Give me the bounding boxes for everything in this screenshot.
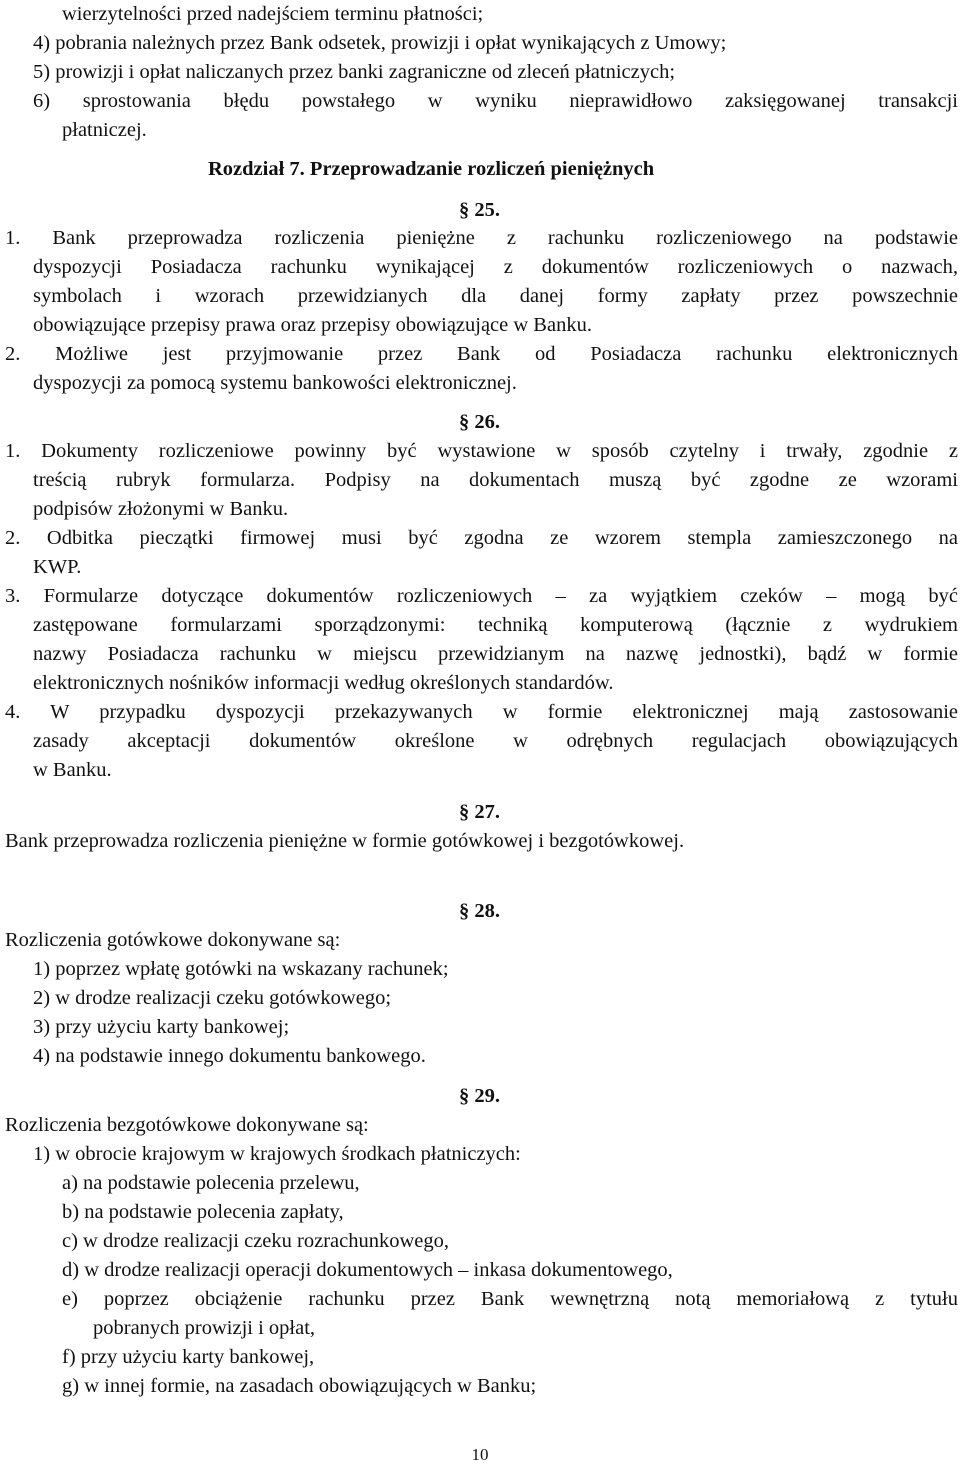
s29-subitem-d: d) w drodze realizacji operacji dokumentowych – inkasa dokumentowego, bbox=[62, 1259, 673, 1281]
chapter-title: Rozdział 7. Przeprowadzanie rozliczeń pieniężnych bbox=[208, 158, 655, 180]
intro-item-6: 6) sprostowania błędu powstałego w wyniku nieprawidłowo zaksięgowanej transakcji bbox=[33, 90, 958, 112]
s26-p4-line-2: zasady akceptacji dokumentów określone w odrębnych regulacjach obowiązujących bbox=[33, 730, 958, 752]
intro-item-6-cont: płatniczej. bbox=[62, 119, 147, 141]
s28-item-1: 1) poprzez wpłatę gotówki na wskazany rachunek; bbox=[33, 958, 449, 980]
page-number: 10 bbox=[471, 1445, 489, 1464]
intro-line-0: wierzytelności przed nadejściem terminu płatności; bbox=[62, 3, 484, 25]
section-28-heading: § 28. bbox=[459, 900, 500, 922]
s29-subitem-e: e) poprzez obciążenie rachunku przez Bank wewnętrzną notą memoriałową z tytułu bbox=[62, 1288, 958, 1310]
s25-p1-line-4: obowiązujące przepisy prawa oraz przepisy obowiązujące w Banku. bbox=[33, 314, 592, 336]
s25-p1-line-1: 1. Bank przeprowadza rozliczenia pieniężne z rachunku rozliczeniowego na podstawie bbox=[5, 227, 958, 249]
s27-text: Bank przeprowadza rozliczenia pieniężne w formie gotówkowej i bezgotówkowej. bbox=[5, 830, 685, 852]
s26-p4-line-3: w Banku. bbox=[33, 759, 112, 781]
intro-item-4: 4) pobrania należnych przez Bank odsetek, prowizji i opłat wynikających z Umowy; bbox=[33, 32, 727, 54]
s26-p3-line-1: 3. Formularze dotyczące dokumentów rozliczeniowych – za wyjątkiem czeków – mogą być bbox=[5, 585, 958, 607]
section-27-heading: § 27. bbox=[459, 801, 500, 823]
s26-p3-line-4: elektronicznych nośników informacji według określonych standardów. bbox=[33, 672, 614, 694]
s26-p1-line-1: 1. Dokumenty rozliczeniowe powinny być wystawione w sposób czytelny i trwały, zgodnie z bbox=[5, 440, 958, 462]
s26-p1-line-3: podpisów złożonymi w Banku. bbox=[33, 498, 289, 520]
s28-item-2: 2) w drodze realizacji czeku gotówkowego; bbox=[33, 987, 392, 1009]
s28-item-4: 4) na podstawie innego dokumentu bankowego. bbox=[33, 1045, 426, 1067]
intro-item-5: 5) prowizji i opłat naliczanych przez banki zagraniczne od zleceń płatniczych; bbox=[33, 61, 676, 83]
s29-subitem-f: f) przy użyciu karty bankowej, bbox=[62, 1346, 315, 1368]
section-25-heading: § 25. bbox=[459, 199, 500, 221]
s28-intro: Rozliczenia gotówkowe dokonywane są: bbox=[5, 929, 341, 951]
s25-p2-line-2: dyspozycji za pomocą systemu bankowości elektronicznej. bbox=[33, 372, 517, 394]
s29-subitem-c: c) w drodze realizacji czeku rozrachunkowego, bbox=[62, 1230, 450, 1252]
section-26-heading: § 26. bbox=[459, 411, 500, 433]
s26-p2-line-2: KWP. bbox=[33, 556, 82, 578]
s28-item-3: 3) przy użyciu karty bankowej; bbox=[33, 1016, 290, 1038]
s26-p2-line-1: 2. Odbitka pieczątki firmowej musi być zgodna ze wzorem stempla zamieszczonego na bbox=[5, 527, 958, 549]
s26-p3-line-3: nazwy Posiadacza rachunku w miejscu przewidzianym na nazwę jednostki), bądź w formie bbox=[33, 643, 958, 665]
s26-p4-line-1: 4. W przypadku dyspozycji przekazywanych w formie elektronicznej mają zastosowanie bbox=[5, 701, 958, 723]
s25-p1-line-2: dyspozycji Posiadacza rachunku wynikającej z dokumentów rozliczeniowych o nazwach, bbox=[33, 256, 958, 278]
s25-p1-line-3: symbolach i wzorach przewidzianych dla danej formy zapłaty przez powszechnie bbox=[33, 285, 958, 307]
s29-subitem-b: b) na podstawie polecenia zapłaty, bbox=[62, 1201, 344, 1223]
section-29-heading: § 29. bbox=[459, 1085, 500, 1107]
s29-subitem-g: g) w innej formie, na zasadach obowiązujących w Banku; bbox=[62, 1375, 537, 1397]
s29-item-1: 1) w obrocie krajowym w krajowych środkach płatniczych: bbox=[33, 1143, 521, 1165]
s26-p1-line-2: treścią rubryk formularza. Podpisy na dokumentach muszą być zgodne ze wzorami bbox=[33, 469, 958, 491]
s26-p3-line-2: zastępowane formularzami sporządzonymi: techniką komputerową (łącznie z wydrukiem bbox=[33, 614, 958, 636]
s29-subitem-a: a) na podstawie polecenia przelewu, bbox=[62, 1172, 360, 1194]
s25-p2-line-1: 2. Możliwe jest przyjmowanie przez Bank od Posiadacza rachunku elektronicznych bbox=[5, 343, 958, 365]
s29-subitem-e-cont: pobranych prowizji i opłat, bbox=[93, 1317, 316, 1339]
s29-intro: Rozliczenia bezgotówkowe dokonywane są: bbox=[5, 1114, 369, 1136]
